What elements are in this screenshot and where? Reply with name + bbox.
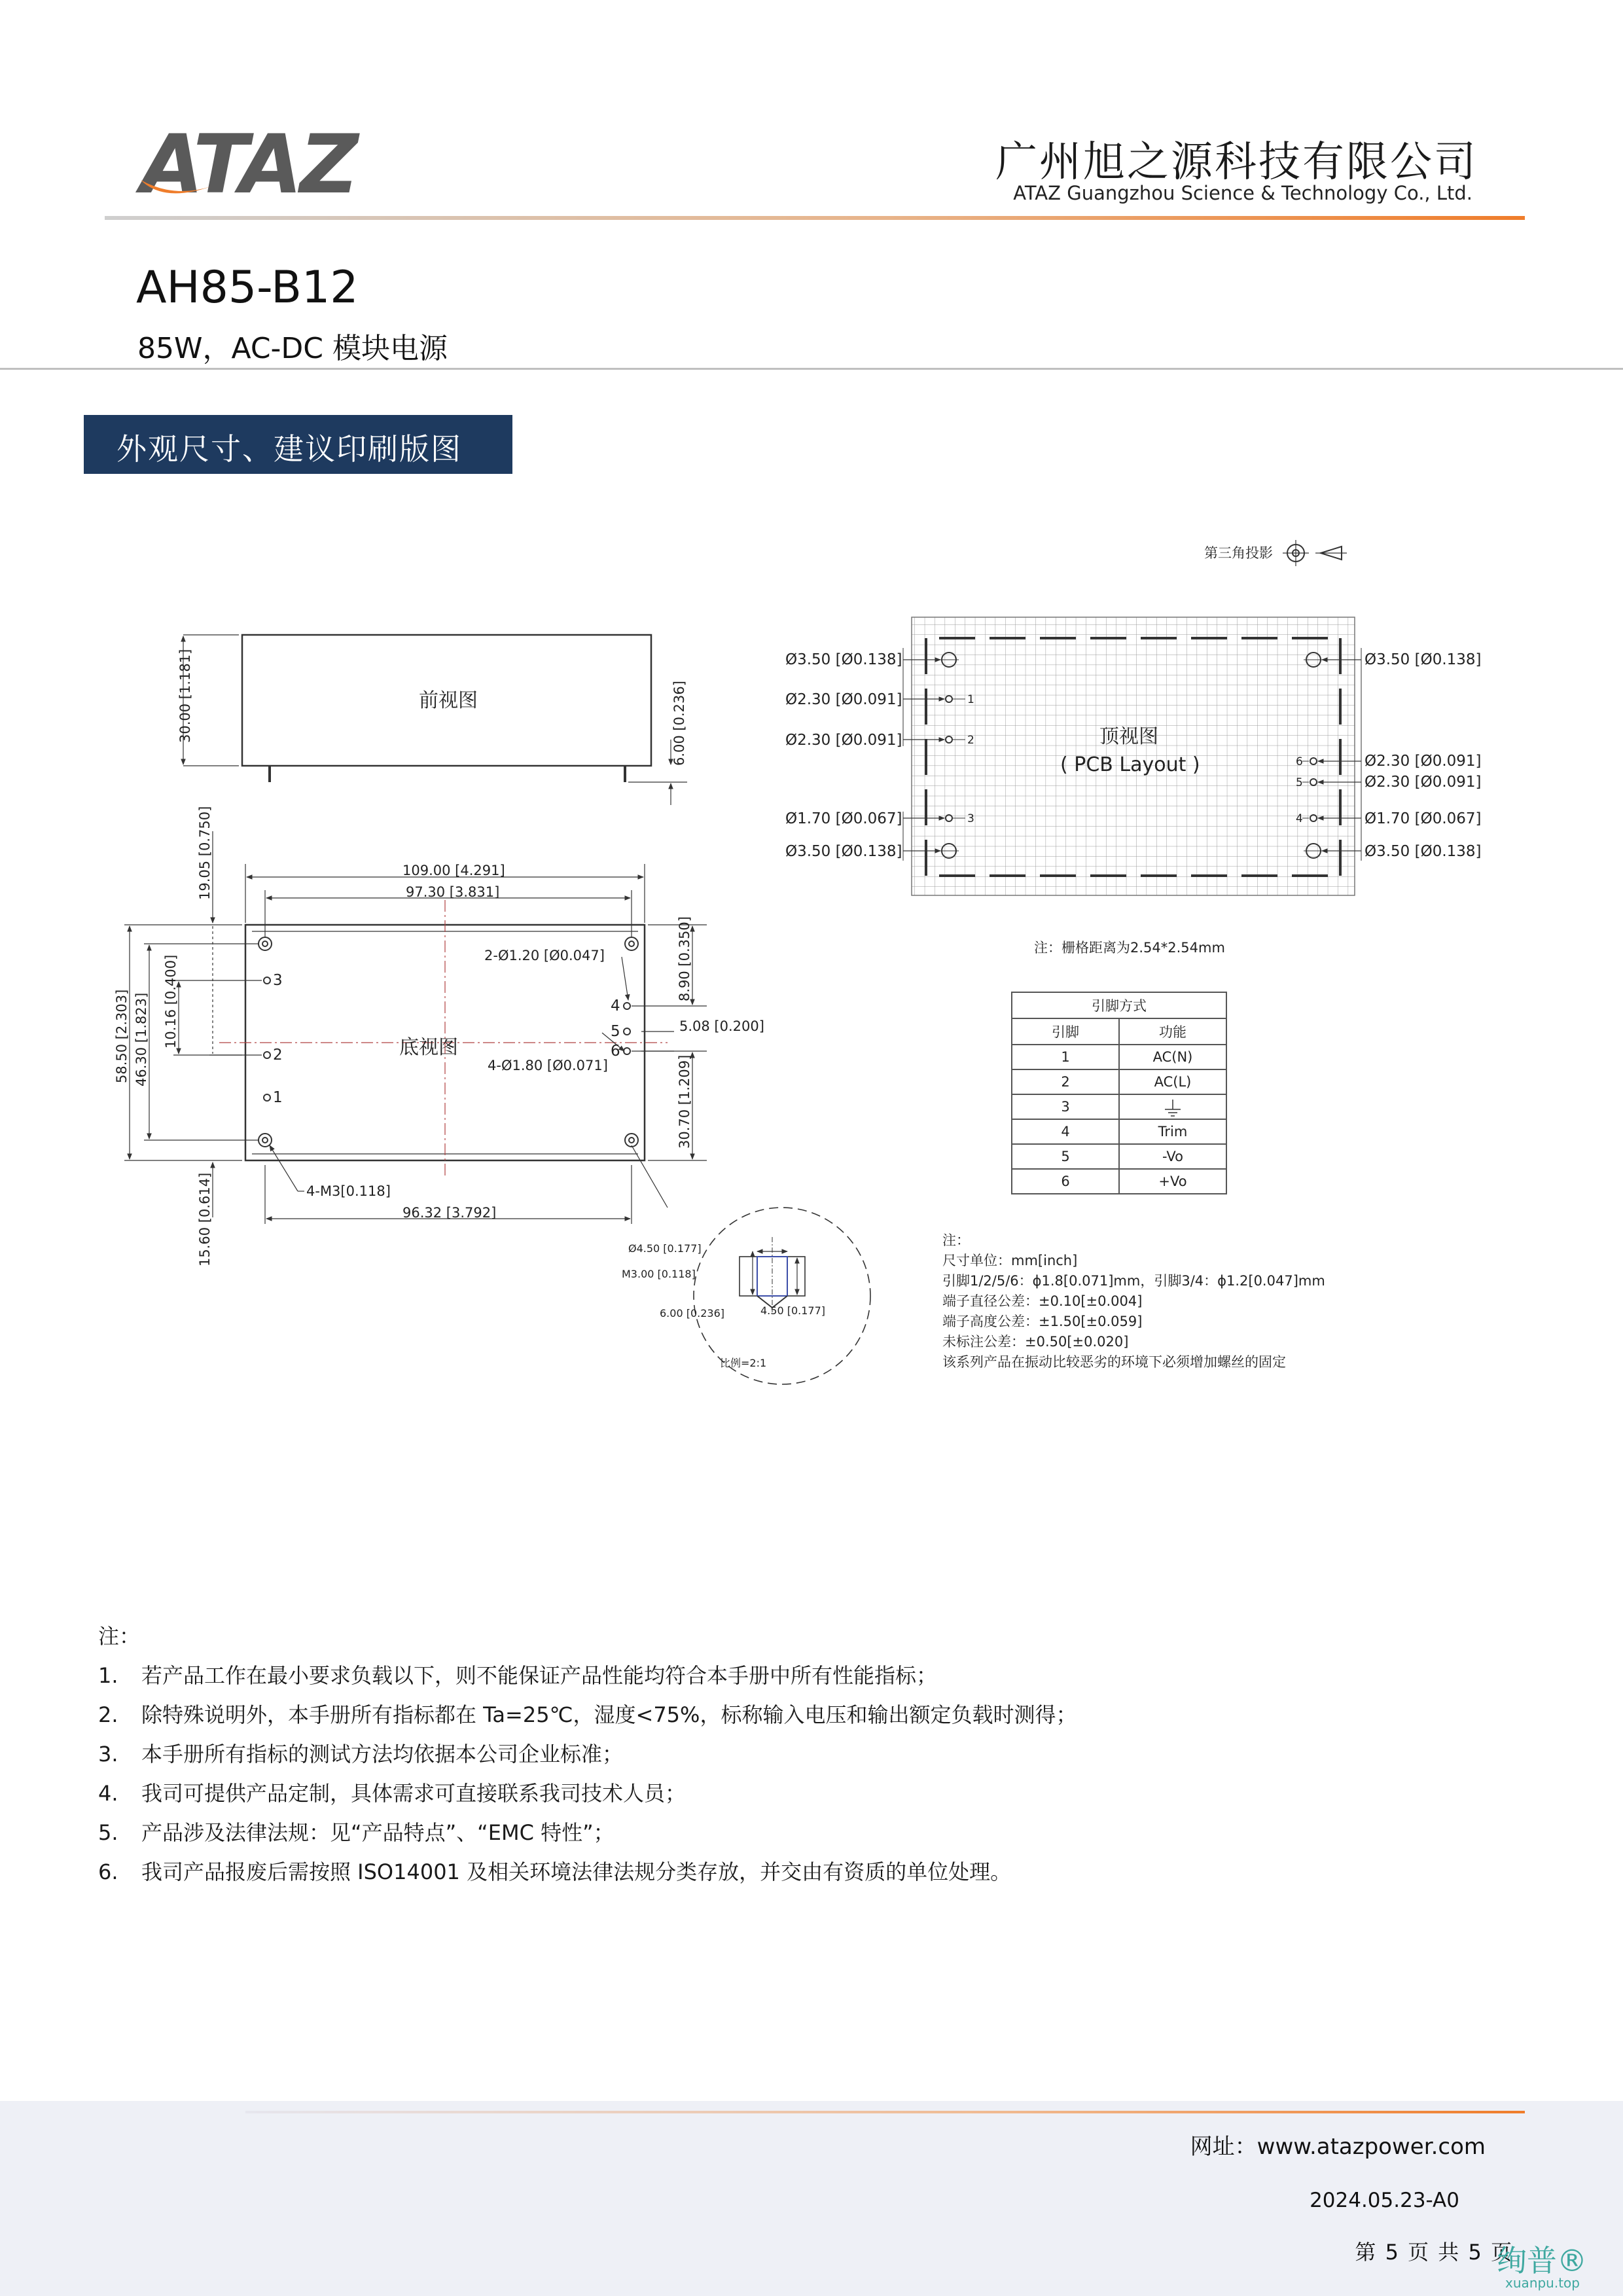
dim-right-pitch: 5.08 [0.200] — [679, 1018, 764, 1034]
page-number: 第 5 页 共 5 页 — [1355, 2240, 1513, 2265]
pin-cell: 2 — [1012, 1069, 1119, 1094]
revision-date: 2024.05.23-A0 — [1310, 2189, 1459, 2212]
footer-divider — [245, 2111, 1525, 2113]
detail-dim-b: M3.00 [0.118] — [622, 1268, 696, 1280]
drawing-notes — [942, 1230, 1325, 1372]
function-cell: +Vo — [1119, 1169, 1226, 1194]
dim-width-total: 109.00 [4.291] — [402, 863, 505, 878]
hole-label-right-3: Ø2.30 [Ø0.091] — [1364, 774, 1482, 791]
dim-bottom-offset: 15.60 [0.614] — [197, 1172, 213, 1266]
table-row — [1012, 1094, 1226, 1119]
drawing-note-line: 引脚1/2/5/6：ϕ1.8[0.071]mm，引脚3/4：ϕ1.2[0.047]mm — [942, 1273, 1325, 1289]
pin-number-5: 5 — [611, 1023, 620, 1040]
note-item — [98, 1656, 1077, 1695]
hole-label-right-2: Ø2.30 [Ø0.091] — [1364, 753, 1482, 770]
pin-cell: 4 — [1012, 1119, 1119, 1144]
title-divider — [0, 368, 1623, 370]
note-number: 5. — [98, 1820, 118, 1845]
pin-table — [1011, 992, 1227, 1194]
detail-dim-c: 6.00 [0.236] — [660, 1307, 724, 1319]
notes-section — [98, 1617, 1077, 1892]
company-name-en: ATAZ Guangzhou Science & Technology Co., Ltd. — [1013, 182, 1472, 204]
note-item — [98, 1734, 1077, 1774]
watermark-url: xuanpu.top — [1505, 2275, 1580, 2291]
company-name-cn: 广州旭之源科技有限公司 — [995, 138, 1478, 187]
top-view-label: 顶视图 — [1099, 725, 1158, 748]
pin-column-header: 引脚 — [1012, 1018, 1119, 1045]
hole-label-right-1: Ø3.50 [Ø0.138] — [1364, 651, 1482, 668]
drawing-note-line: 端子高度公差：±1.50[±0.059] — [942, 1314, 1143, 1329]
hole-label-left-1: Ø3.50 [Ø0.138] — [785, 651, 902, 668]
pcb-pin-3: 3 — [967, 812, 974, 825]
hole-label-right-5: Ø3.50 [Ø0.138] — [1364, 843, 1482, 860]
front-view — [183, 635, 687, 805]
note-text: 我司产品报废后需按照 ISO14001 及相关环境法律法规分类存放，并交由有资质的单位处理。 — [141, 1859, 1012, 1884]
pin-number-3: 3 — [273, 972, 283, 989]
drawing-note-line: 该系列产品在振动比较恶劣的环境下必须增加螺丝的固定 — [942, 1354, 1286, 1370]
drawing-note-line: 未标注公差：±0.50[±0.020] — [942, 1334, 1129, 1350]
notes-heading: 注： — [98, 1624, 141, 1649]
dim-right-top: 8.90 [0.350] — [677, 916, 692, 1001]
pin-number-1: 1 — [273, 1089, 283, 1106]
table-row — [1012, 1169, 1226, 1194]
dim-top-offset: 19.05 [0.750] — [197, 806, 213, 900]
drawing-note-line: 尺寸单位：mm[inch] — [942, 1253, 1078, 1268]
pin-note-b: 4-Ø1.80 [Ø0.071] — [488, 1058, 608, 1073]
function-cell: Trim — [1119, 1119, 1226, 1144]
section-title: 外观尺寸、建议印刷版图 — [116, 431, 462, 467]
front-height-dim: 30.00 [1.181] — [177, 649, 193, 743]
note-number: 1. — [98, 1663, 118, 1688]
pcb-pin-1: 1 — [967, 693, 974, 706]
bottom-view-label: 底视图 — [399, 1036, 458, 1059]
note-item — [98, 1852, 1077, 1892]
grid-note: 注：栅格距离为2.54*2.54mm — [1034, 940, 1225, 956]
watermark-logo: 绚普® — [1497, 2243, 1587, 2278]
front-view-label: 前视图 — [419, 689, 478, 712]
header-divider — [105, 216, 1525, 220]
front-pin-dim: 6.00 [0.236] — [671, 681, 687, 766]
dim-width-bottom: 96.32 [3.792] — [402, 1205, 497, 1221]
projection-label: 第三角投影 — [1204, 545, 1273, 561]
hole-label-left-2: Ø2.30 [Ø0.091] — [785, 691, 902, 708]
function-column-header: 功能 — [1119, 1018, 1226, 1045]
pcb-pin-2: 2 — [967, 734, 974, 747]
note-item — [98, 1774, 1077, 1813]
screw-detail — [632, 1145, 870, 1384]
function-cell: -Vo — [1119, 1144, 1226, 1169]
dim-height-total: 58.50 [2.303] — [114, 989, 130, 1083]
function-cell: AC(N) — [1119, 1045, 1226, 1069]
pin-number-6: 6 — [611, 1043, 620, 1060]
screw-note: 4-M3[0.118] — [306, 1183, 391, 1199]
note-text: 产品涉及法律法规：见“产品特点”、“EMC 特性”； — [141, 1820, 615, 1845]
pin-table-title: 引脚方式 — [1012, 992, 1226, 1018]
note-number: 2. — [98, 1702, 118, 1727]
table-row — [1012, 1144, 1226, 1169]
note-text: 若产品工作在最小要求负载以下，则不能保证产品性能均符合本手册中所有性能指标； — [141, 1663, 938, 1688]
dim-height-holes: 46.30 [1.823] — [134, 992, 149, 1086]
pcb-pin-6: 6 — [1296, 755, 1303, 768]
pcb-pin-5: 5 — [1296, 776, 1303, 789]
company-logo: ATAZ — [141, 118, 356, 212]
pin-cell: 3 — [1012, 1094, 1119, 1119]
dim-width-holes: 97.30 [3.831] — [406, 884, 500, 900]
product-title: AH85-B12 — [136, 262, 359, 314]
note-text: 我司可提供产品定制，具体需求可直接联系我司技术人员； — [141, 1781, 687, 1806]
note-text: 本手册所有指标的测试方法均依据本公司企业标准； — [141, 1742, 624, 1767]
scale-label: 比例=2:1 — [720, 1357, 767, 1369]
pin-cell: 6 — [1012, 1169, 1119, 1194]
pcb-pin-4: 4 — [1296, 812, 1303, 825]
note-number: 3. — [98, 1742, 118, 1767]
hole-label-left-3: Ø2.30 [Ø0.091] — [785, 732, 902, 749]
detail-dim-d: 4.50 [0.177] — [760, 1304, 825, 1317]
note-item — [98, 1813, 1077, 1852]
detail-dim-a: Ø4.50 [0.177] — [628, 1242, 702, 1255]
hole-label-left-4: Ø1.70 [Ø0.067] — [785, 810, 902, 827]
pcb-layout-label: ( PCB Layout ) — [1060, 753, 1200, 776]
table-row — [1012, 1119, 1226, 1144]
table-row — [1012, 1069, 1226, 1094]
note-number: 4. — [98, 1781, 118, 1806]
drawing-note-line: 端子直径公差：±0.10[±0.004] — [942, 1293, 1143, 1309]
drawing-note-line: 注： — [942, 1232, 970, 1248]
dim-right-bottom: 30.70 [1.209] — [677, 1054, 692, 1149]
product-subtitle: 85W，AC-DC 模块电源 — [137, 332, 448, 365]
table-row — [1012, 1045, 1226, 1069]
dim-pin-spacing: 10.16 [0.400] — [163, 954, 179, 1049]
pin-number-4: 4 — [611, 997, 620, 1014]
function-cell — [1119, 1094, 1226, 1119]
note-item — [98, 1695, 1077, 1734]
website-link[interactable]: 网址：www.atazpower.com — [1190, 2134, 1486, 2160]
logo-swoosh-icon — [137, 167, 216, 206]
function-cell: AC(L) — [1119, 1069, 1226, 1094]
pin-cell: 5 — [1012, 1144, 1119, 1169]
pin-note-a: 2-Ø1.20 [Ø0.047] — [484, 948, 605, 963]
pin-number-2: 2 — [273, 1047, 283, 1064]
pin-cell: 1 — [1012, 1045, 1119, 1069]
hole-label-left-5: Ø3.50 [Ø0.138] — [785, 843, 902, 860]
note-number: 6. — [98, 1859, 118, 1884]
hole-label-right-4: Ø1.70 [Ø0.067] — [1364, 810, 1482, 827]
note-text: 除特殊说明外，本手册所有指标都在 Ta=25℃，湿度<75%，标称输入电压和输出额定负载时测得； — [141, 1702, 1077, 1727]
third-angle-projection-icon — [1283, 540, 1347, 566]
